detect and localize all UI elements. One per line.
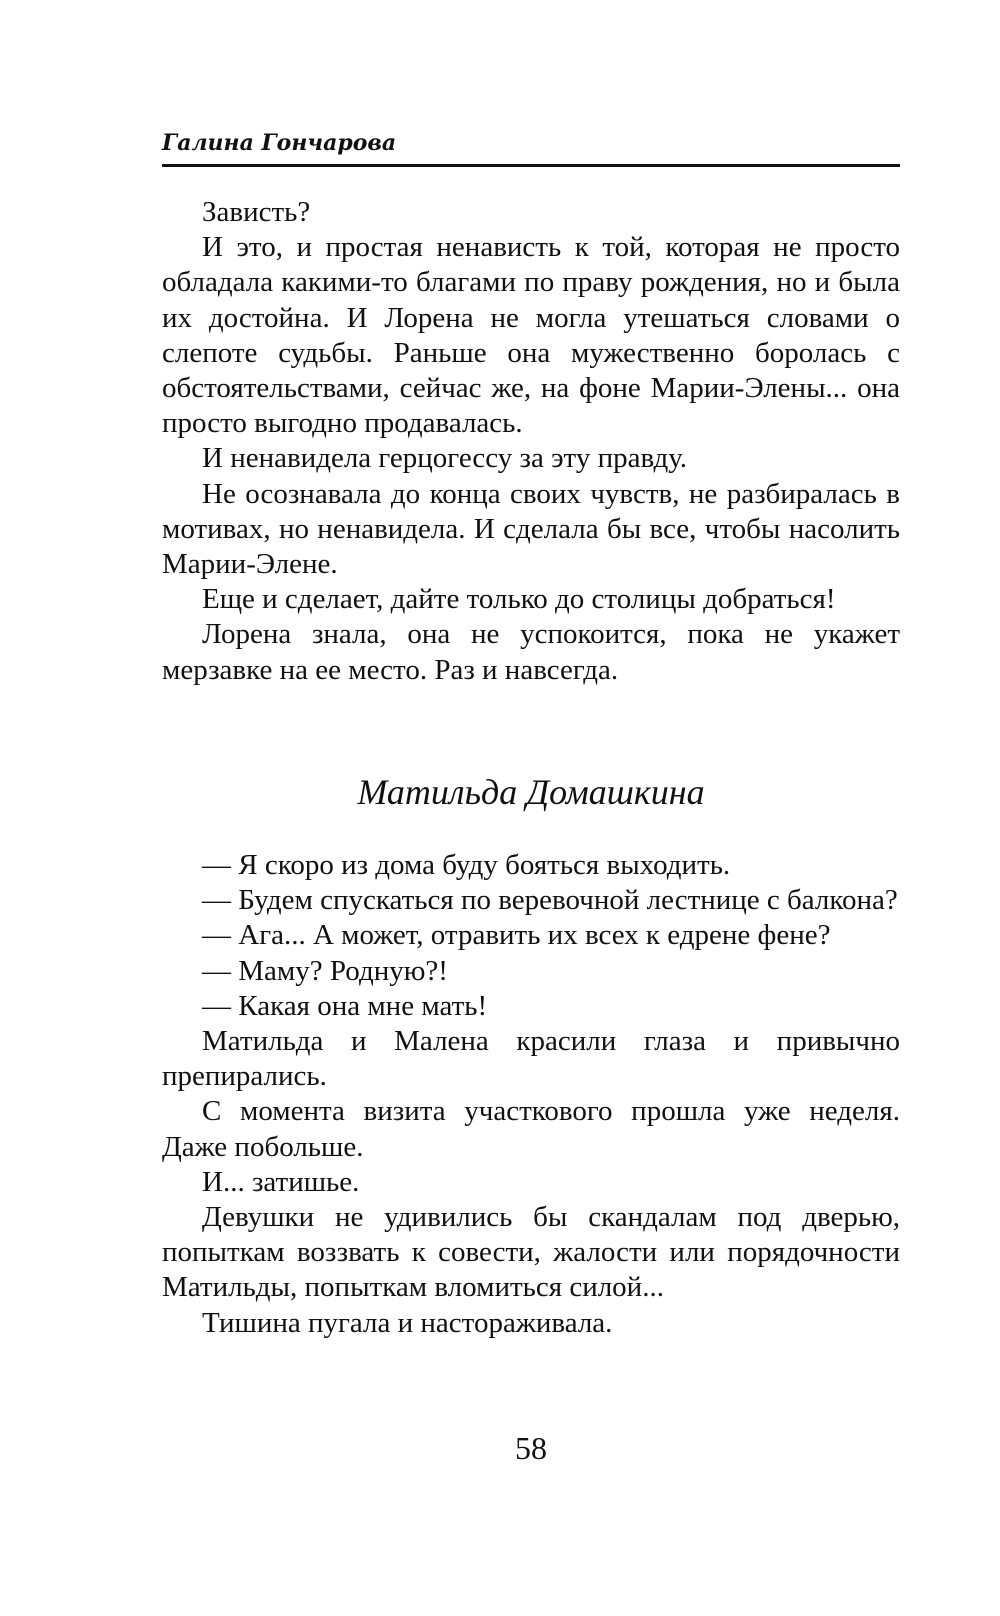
running-header-author: Галина Гончарова: [162, 130, 397, 156]
header-rule: [162, 164, 900, 167]
paragraph: И это, и простая ненависть к той, которая не просто обладала какими-то благами по праву рождения, но и была их достойна. И Лорена не могла утешаться словами о слепоте судьбы. Раньше она мужественно боролась с обстоятельствами, сейчас же, на фоне Марии-Элены... она просто выгодно продавалась.: [162, 231, 900, 440]
paragraph: Матильда и Малена красили глаза и привычно препирались.: [162, 1025, 900, 1093]
section-title: Матильда Домашкина: [357, 772, 705, 812]
text-block-lorena: [162, 195, 900, 688]
paragraph: Не осознавала до конца своих чувств, не разбиралась в мотивах, но ненавидела. И сделала бы все, чтобы насолить Марии-Элене.: [162, 477, 900, 581]
paragraph: С момента визита участкового прошла уже неделя. Даже побольше.: [162, 1095, 900, 1163]
paragraph: — Я скоро из дома буду бояться выходить.: [202, 849, 731, 881]
paragraph: — Какая она мне мать!: [202, 989, 488, 1022]
paragraph: Лорена знала, она не успокоится, пока не укажет мерзавке на ее место. Раз и навсегда.: [162, 618, 900, 686]
text-block-matilda: [162, 848, 900, 1341]
paragraph: Зависть?: [202, 196, 311, 228]
book-page: [162, 0, 900, 1616]
paragraph: И... затишье.: [202, 1165, 360, 1198]
paragraph: — Ага... А может, отравить их всех к едрене фене?: [202, 919, 831, 952]
paragraph: — Маму? Родную?!: [202, 954, 448, 987]
paragraph: Еще и сделает, дайте только до столицы добраться!: [202, 583, 836, 616]
page-number: 58: [515, 1430, 547, 1466]
paragraph: — Будем спускаться по веревочной лестнице с балкона?: [202, 884, 898, 917]
paragraph: Тишина пугала и настораживала.: [202, 1306, 613, 1339]
paragraph: И ненавидела герцогессу за эту правду.: [202, 442, 688, 475]
paragraph: Девушки не удивились бы скандалам под дверью, попыткам воззвать к совести, жалости или порядочности Матильды, попыткам вломиться силой...: [162, 1201, 900, 1304]
